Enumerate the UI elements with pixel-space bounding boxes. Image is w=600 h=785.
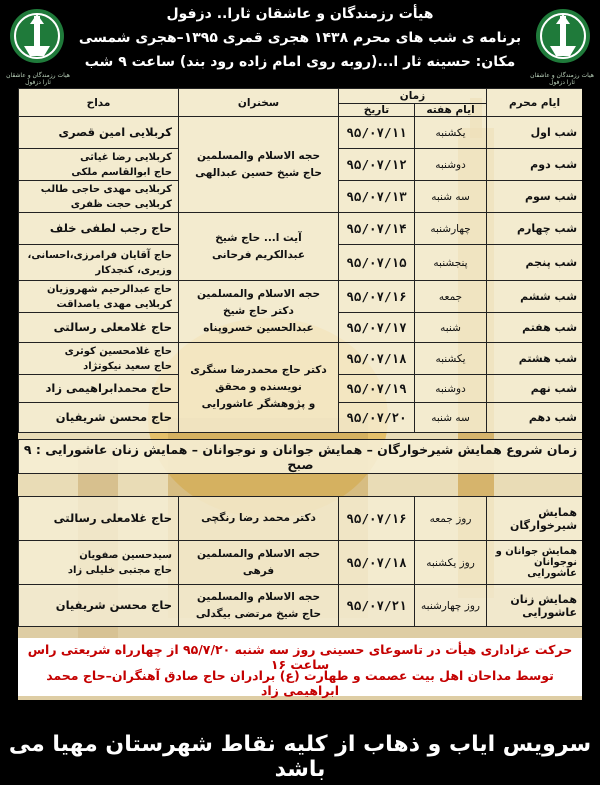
column-header-weekday: ایام هفته (415, 104, 487, 117)
maddah-cell: کربلایی مهدی حاجی طالب کربلایی حجت ظفری (19, 181, 179, 213)
event-speaker: دکتر محمد رضا رنگچی (179, 497, 339, 541)
event-maddah: حاج محسن شریفیان (19, 585, 179, 627)
maddah-cell: حاج رجب لطفی خلف (19, 213, 179, 245)
column-header-maddah: مداح (19, 89, 179, 117)
table-row (19, 213, 583, 245)
column-header-time: زمان (339, 89, 487, 104)
event-weekday: روز چهارشنبه (415, 585, 487, 627)
middle-banner-row (19, 440, 583, 474)
date-cell: ۹۵/۰۷/۱۵ (339, 245, 415, 281)
date-cell: ۹۵/۰۷/۱۲ (339, 149, 415, 181)
night-name: شب سوم (487, 181, 582, 213)
table-row (19, 343, 583, 375)
night-name: شب نهم (487, 375, 582, 403)
seminar-start-time-banner: زمان شروع همایش شیرخوارگان – همایش جوانان و نوجوانان – همایش زنان عاشورایی : ۹ صبح (19, 440, 583, 474)
table-row (19, 117, 583, 149)
night-name: شب دوم (487, 149, 582, 181)
maddah-cell: حاج محسن شریفیان (19, 403, 179, 433)
program-title: برنامه ی شب های محرم ۱۴۳۸ هجری قمری ۱۳۹۵–هجری شمسی (78, 30, 522, 46)
date-cell: ۹۵/۰۷/۱۸ (339, 343, 415, 375)
night-name: شب هشتم (487, 343, 582, 375)
announcement-line-2: توسط مداحان اهل بیت عصمت و طهارت (ع) برادران حاج صادق آهنگران–حاج محمد ابراهیمی زاد (46, 668, 554, 698)
weekday-cell: سه شنبه (415, 181, 487, 213)
maddah-cell: حاج عبدالرحیم شهروزیان کربلایی مهدی یاصداقت (19, 281, 179, 313)
column-header-speaker: سخنران (179, 89, 339, 117)
event-speaker: حجه الاسلام والمسلمین فرهی (179, 541, 339, 585)
date-cell: ۹۵/۰۷/۱۹ (339, 375, 415, 403)
event-name: همایش شیرخوارگان (487, 497, 582, 541)
date-cell: ۹۵/۰۷/۱۱ (339, 117, 415, 149)
announcement-line-1: حرکت عزاداری هیأت در تاسوعای حسینی روز سه شنبه ۹۵/۷/۲۰ از چهارراه شریعتی راس ساعت ۱۶ (27, 642, 573, 672)
table-row (19, 281, 583, 313)
weekday-cell: یکشنبه (415, 343, 487, 375)
date-cell: ۹۵/۰۷/۱۷ (339, 313, 415, 343)
speaker-cell: حجه الاسلام والمسلمین حاج شیخ حسین عبدالهی (179, 117, 339, 213)
event-maddah: حاج غلامعلی رسالتی (19, 497, 179, 541)
event-date: ۹۵/۰۷/۲۱ (339, 585, 415, 627)
maddah-cell: حاج غلامعلی رسالتی (19, 313, 179, 343)
event-name: همایش جوانان و نوجوانان عاشورایی (487, 541, 582, 585)
schedule-board (18, 88, 582, 700)
event-row (19, 497, 583, 541)
date-cell: ۹۵/۰۷/۱۶ (339, 281, 415, 313)
date-cell: ۹۵/۰۷/۲۰ (339, 403, 415, 433)
maddah-cell: حاج غلامحسین کوثری حاج سعید نیکوتژاد (19, 343, 179, 375)
event-weekday: روز یکشنبه (415, 541, 487, 585)
maddah-cell: حاج آقایان فرامرزی،احسانی، وزیری، کنجدکار (19, 245, 179, 281)
weekday-cell: دوشنبه (415, 149, 487, 181)
venue-line: مکان: حسینه ثار ا...(روبه روی امام زاده رود بند) ساعت ۹ شب (84, 54, 516, 70)
night-name: شب پنجم (487, 245, 582, 281)
weekday-cell: جمعه (415, 281, 487, 313)
date-cell: ۹۵/۰۷/۱۳ (339, 181, 415, 213)
event-date: ۹۵/۰۷/۱۶ (339, 497, 415, 541)
night-name: شب ششم (487, 281, 582, 313)
header (0, 0, 600, 88)
maddah-cell: کربلایی رضا غیاثی حاج ابوالقاسم ملکی (19, 149, 179, 181)
organizer-title: هیأت رزمندگان و عاشقان ثارا.. دزفول (166, 6, 434, 22)
procession-announcement (18, 638, 582, 696)
column-header-days: ایام محرم (487, 89, 582, 117)
transport-service-note: سرویس ایاب و ذهاب از کلیه نقاط شهرستان مهیا می باشد (8, 732, 592, 782)
event-date: ۹۵/۰۷/۱۸ (339, 541, 415, 585)
night-name: شب چهارم (487, 213, 582, 245)
maddah-cell: حاج محمدابراهیمی زاد (19, 375, 179, 403)
logo-caption-left: هیات رزمندگان و عاشقان ثارا دزفول (6, 72, 70, 86)
event-row (19, 585, 583, 627)
event-name: همایش زنان عاشورایی (487, 585, 582, 627)
event-row (19, 541, 583, 585)
speaker-cell: حجه الاسلام والمسلمین دکتر حاج شیخ عبدالحسین خسروپناه (179, 281, 339, 343)
weekday-cell: دوشنبه (415, 375, 487, 403)
weekday-cell: یکشنبه (415, 117, 487, 149)
weekday-cell: چهارشنبه (415, 213, 487, 245)
night-name: شب دهم (487, 403, 582, 433)
night-name: شب اول (487, 117, 582, 149)
maddah-cell: کربلایی امین قصری (19, 117, 179, 149)
logo-caption-right: هیات رزمندگان و عاشقان ثارا دزفول (530, 72, 594, 86)
weekday-cell: سه شنبه (415, 403, 487, 433)
speaker-cell: دکتر حاج محمدرضا سنگری نویسنده و محقق و پژوهشگر عاشورایی (179, 343, 339, 433)
speaker-cell: آیت ا... حاج شیخ عبدالکریم فرحانی (179, 213, 339, 281)
schedule-table (18, 88, 582, 627)
event-weekday: روز جمعه (415, 497, 487, 541)
event-maddah: سیدحسین صفویان حاج مجتبی خلیلی زاد (19, 541, 179, 585)
date-cell: ۹۵/۰۷/۱۴ (339, 213, 415, 245)
night-name: شب هفتم (487, 313, 582, 343)
event-speaker: حجه الاسلام والمسلمین حاج شیخ مرتضی بیگدلی (179, 585, 339, 627)
weekday-cell: پنجشنبه (415, 245, 487, 281)
weekday-cell: شنبه (415, 313, 487, 343)
column-header-date: تاریخ (339, 104, 415, 117)
